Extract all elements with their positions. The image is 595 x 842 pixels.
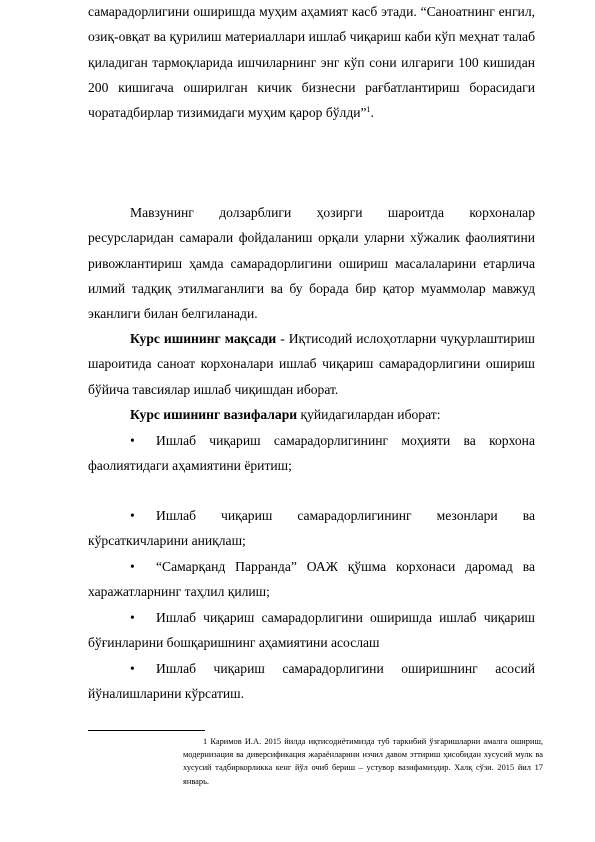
goal-text: - Иқтисодий ислоҳотларни чуқурлаштириш шароитида саноат корхоналари ишлаб чиқариш самарадорлигини ошириш бўйича тавсиялар ишлаб чиқишдан иборат. [88, 331, 535, 397]
tasks-text: қуйидагилардан иборат: [297, 407, 441, 422]
footnote-number: 1 [203, 737, 208, 746]
footnote-text: Каримов И.А. 2015 йилда иқтисодиётимизда туб таркибий ўзгаришларни амалга ошириш, модернизация ва диверсификация жараёнларини изчил давом эттириш ҳисобидан хусусий мулк ва хусусий тадбиркорликка кенг йўл очиб бериш – устувор вазифамиздир. Халқ сўзи. 2015 йил 17 январь. [183, 737, 543, 786]
bullet-icon: • [130, 433, 135, 448]
bullet-icon: • [130, 661, 135, 676]
intro-period: . [370, 105, 374, 121]
list-item-text: Ишлаб чиқариш самарадорлигининг мезонлари ва кўрсаткичларини аниқлаш; [88, 508, 535, 549]
goal-label: Курс ишининг мақсади [130, 331, 277, 346]
footnote [183, 735, 543, 788]
list-item-text: Ишлаб чиқариш самарадорлигининг моҳияти ва корхона фаолиятидаги аҳамиятини ёритиш; [88, 433, 535, 474]
list-item-text: “Самарқанд Парранда” ОАЖ қўшма корхонаси даромад ва харажатларнинг таҳлил қилиш; [88, 559, 535, 600]
tasks-label: Курс ишининг вазифалари [130, 407, 298, 422]
list-item-text: Ишлаб чиқариш самарадорлигини оширишнинг асосий йўналишларини кўрсатиш. [88, 661, 535, 702]
goal-paragraph [88, 326, 535, 402]
intro-text: самарадорлигини оширишда муҳим аҳамият касб этади. “Саноатнинг енгил, озиқ-овқат ва қурилиш материаллари ишлаб чиқариш каби кўп меҳнат талаб қиладиган тармоқларида ишчиларнинг энг кўп сони илгариги 100 кишидан 200 кишигача оширилган кичик бизнесни рағбатлантириш борасидаги чоратадбирлар тизимидаги муҳим қарор бўлди” [88, 4, 535, 121]
list-item [88, 656, 535, 707]
list-item-text: Ишлаб чиқариш самарадорлигини оширишда ишлаб чиқариш бўғинларини бошқаришнинг аҳамиятини асослаш [88, 610, 535, 651]
intro-paragraph [88, 0, 535, 125]
list-item [88, 605, 535, 656]
list-item [88, 503, 535, 554]
tasks-paragraph [88, 402, 535, 427]
relevance-paragraph: Мавзунинг долзарблиги ҳозирги шароитда корхоналар ресурсларидан самарали фойдаланиш орқали уларни хўжалик фаолиятини ривожлантириш ҳамда самарадорлигини ошириш масалаларини етарлича илмий тадқиқ этилмаганлиги ва бу борада бир қатор муаммолар мавжуд эканлиги билан белгиланади. [88, 205, 535, 322]
list-item [88, 428, 535, 479]
bullet-icon: • [130, 508, 135, 523]
list-item [88, 554, 535, 605]
footnote-reference[interactable]: 1 [366, 105, 371, 115]
bullet-icon: • [130, 559, 135, 574]
bullet-icon: • [130, 610, 135, 625]
footnote-separator [88, 730, 205, 731]
